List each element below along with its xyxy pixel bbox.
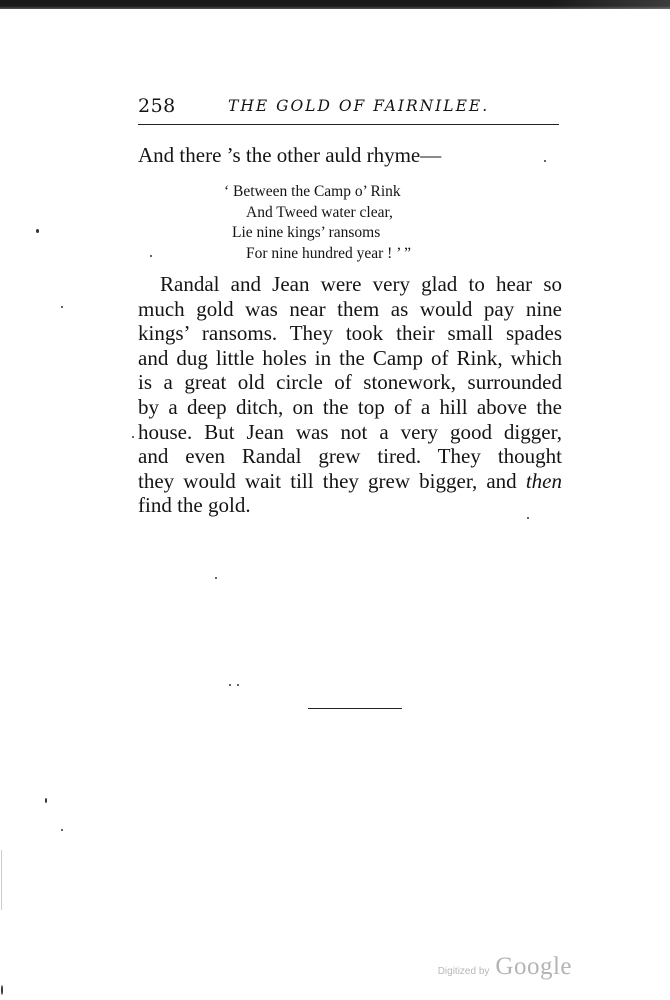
intro-line: And there ’s the other auld rhyme— [138, 143, 442, 167]
paragraph-line-3: kings’ ransoms. They took their small spades [138, 321, 562, 346]
scan-speck [1, 985, 3, 995]
paragraph-line-10: find the gold. [138, 493, 251, 518]
verse-line-2: And Tweed water clear, [246, 203, 393, 221]
running-head [138, 95, 558, 123]
running-title: THE GOLD OF FAIRNILEE. [228, 97, 490, 115]
scan-speck [61, 829, 63, 831]
scan-speck [150, 255, 152, 257]
scan-speck [544, 160, 546, 162]
paragraph-line-9-text: they would wait till they grew bigger, and [138, 468, 526, 493]
paragraph-line-5: is a great old circle of stonework, surrounded [138, 370, 562, 395]
verse-line-1: ‘ Between the Camp o’ Rink [224, 183, 401, 200]
paragraph-line-6: by a deep ditch, on the top of a hill above the [138, 394, 562, 419]
scan-speck [237, 684, 239, 686]
scan-speck [527, 517, 529, 519]
paragraph-line-1: Randal and Jean were very glad to hear so [160, 272, 562, 296]
verse-line-3: Lie nine kings’ ransoms [232, 224, 381, 241]
paragraph-line-8: and even Randal grew tired. They thought [138, 444, 562, 469]
scan-speck [229, 684, 231, 686]
scan-speck [132, 436, 134, 438]
paragraph-line-9 [138, 469, 562, 494]
body-paragraph [138, 272, 562, 518]
verse-line-4: For nine hundred year ! ’ ” [246, 244, 411, 262]
scan-speck [215, 577, 217, 579]
paragraph-line-2: much gold was near them as would pay nine [138, 296, 562, 321]
scan-speck [45, 798, 47, 803]
end-rule [308, 708, 402, 709]
paragraph-line-4: and dug little holes in the Camp of Rink, which [138, 345, 562, 370]
header-rule [138, 124, 559, 125]
paragraph-line-7: house. But Jean was not a very good digger, [138, 419, 562, 444]
scan-top-edge-fade [550, 0, 670, 9]
watermark-digitized-by: Digitized by [437, 966, 490, 977]
scan-speck [1, 850, 2, 910]
page-number: 258 [138, 95, 176, 117]
scan-speck [36, 229, 39, 233]
scan-speck [61, 306, 63, 308]
digitized-watermark [438, 953, 572, 983]
google-logo: Google [495, 953, 572, 980]
emphasis-then: then [525, 468, 562, 493]
